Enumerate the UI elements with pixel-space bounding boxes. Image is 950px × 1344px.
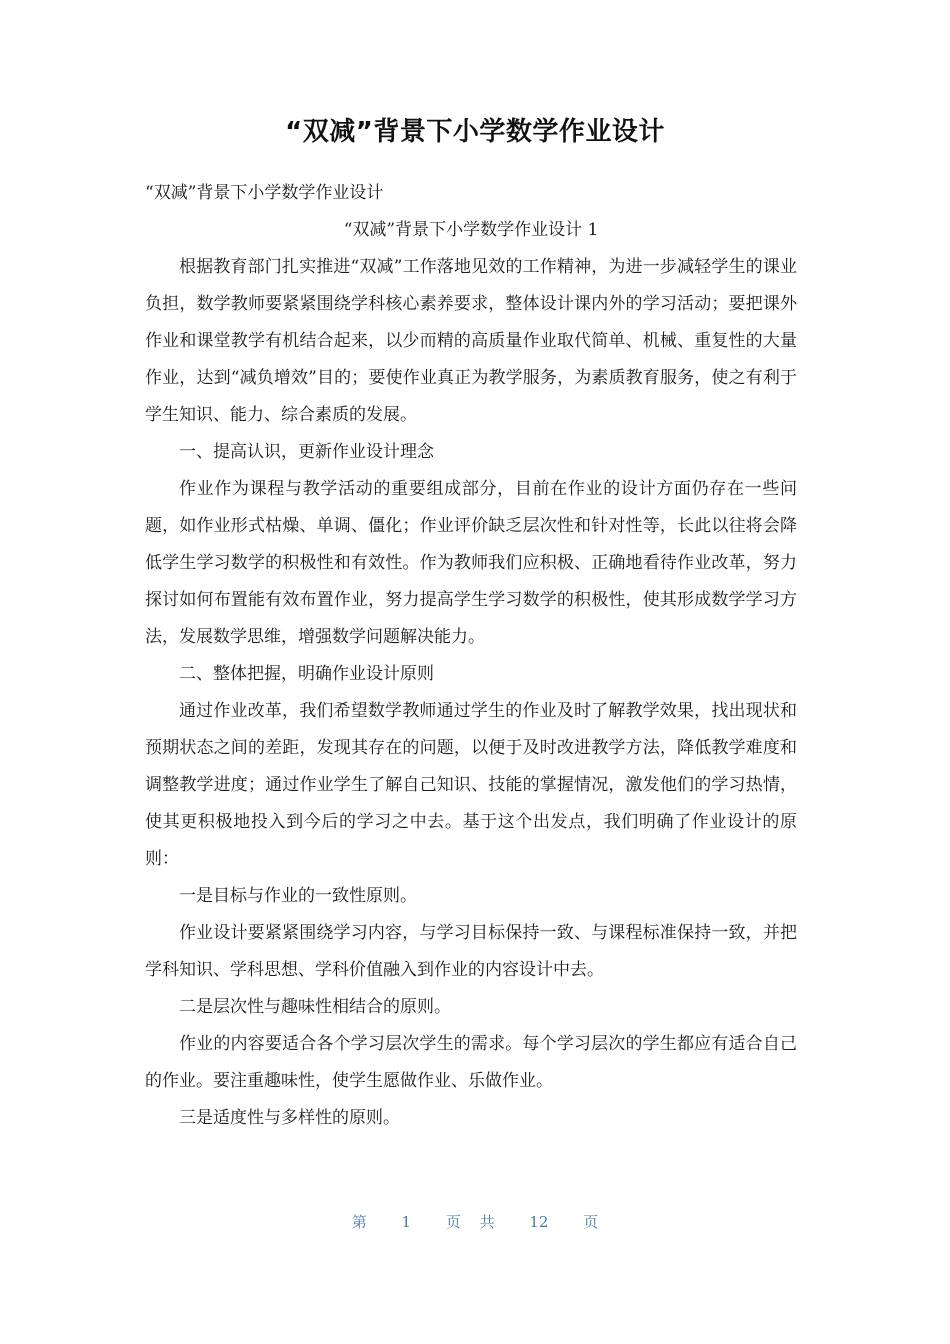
heading-section-1: 一、提高认识，更新作业设计理念 — [179, 442, 434, 462]
heading-section-2: 二、整体把握，明确作业设计原则 — [179, 664, 434, 684]
paragraph-section-2: 通过作业改革，我们希望数学教师通过学生的作业及时了解教学效果，找出现状和预期状态之间的差距，发现其存在的问题，以便于及时改进教学方法，降低教学难度和调整教学进度；通过作业学生了解自己知识、技能的掌握情况，激发他们的学习热情，使其更积极地投入到今后的学习之中去。基于这个出发点，我们明确了作业设计的原则： — [145, 701, 797, 869]
document-title: “双减”背景下小学数学作业设计 — [285, 117, 665, 147]
principle-2-heading: 二是层次性与趣味性相结合的原则。 — [179, 997, 451, 1017]
page-footer — [0, 1207, 950, 1237]
paragraph-intro: 根据教育部门扎实推进“双减”工作落地见效的工作精神，为进一步减轻学生的课业负担，数学教师要紧紧围绕学科核心素养要求，整体设计课内外的学习活动；要把课外作业和课堂教学有机结合起来，以少而精的高质量作业取代简单、机械、重复性的大量作业，达到“减负增效”目的；要使作业真正为教学服务，为素质教育服务，使之有利于学生知识、能力、综合素质的发展。 — [145, 257, 797, 425]
document-body — [145, 175, 797, 1137]
principle-1-heading: 一是目标与作业的一致性原则。 — [179, 886, 417, 906]
footer-suffix: 页 — [583, 1213, 599, 1231]
principle-3-heading: 三是适度性与多样性的原则。 — [179, 1108, 400, 1128]
paragraph-section-1: 作业作为课程与教学活动的重要组成部分，目前在作业的设计方面仍存在一些问题，如作业形式枯燥、单调、僵化；作业评价缺乏层次性和针对性等，长此以往将会降低学生学习数学的积极性和有效性。作为教师我们应积极、正确地看待作业改革，努力探讨如何布置能有效布置作业，努力提高学生学习数学的积极性，使其形成数学学习方法，发展数学思维，增强数学问题解决能力。 — [145, 479, 797, 647]
principle-1-text: 作业设计要紧紧围绕学习内容，与学习目标保持一致、与课程标准保持一致，并把学科知识、学科思想、学科价值融入到作业的内容设计中去。 — [145, 923, 797, 980]
footer-prefix: 第 — [351, 1213, 367, 1231]
footer-middle: 页 共 — [445, 1213, 495, 1231]
principle-2-text: 作业的内容要适合各个学习层次学生的需求。每个学习层次的学生都应有适合自己的作业。要注重趣味性，使学生愿做作业、乐做作业。 — [145, 1034, 797, 1091]
footer-total-pages: 12 — [529, 1213, 549, 1231]
document-subtitle: “双减”背景下小学数学作业设计 — [145, 183, 384, 203]
footer-page-number: 1 — [401, 1213, 412, 1231]
section-title: “双减”背景下小学数学作业设计 1 — [343, 220, 599, 240]
